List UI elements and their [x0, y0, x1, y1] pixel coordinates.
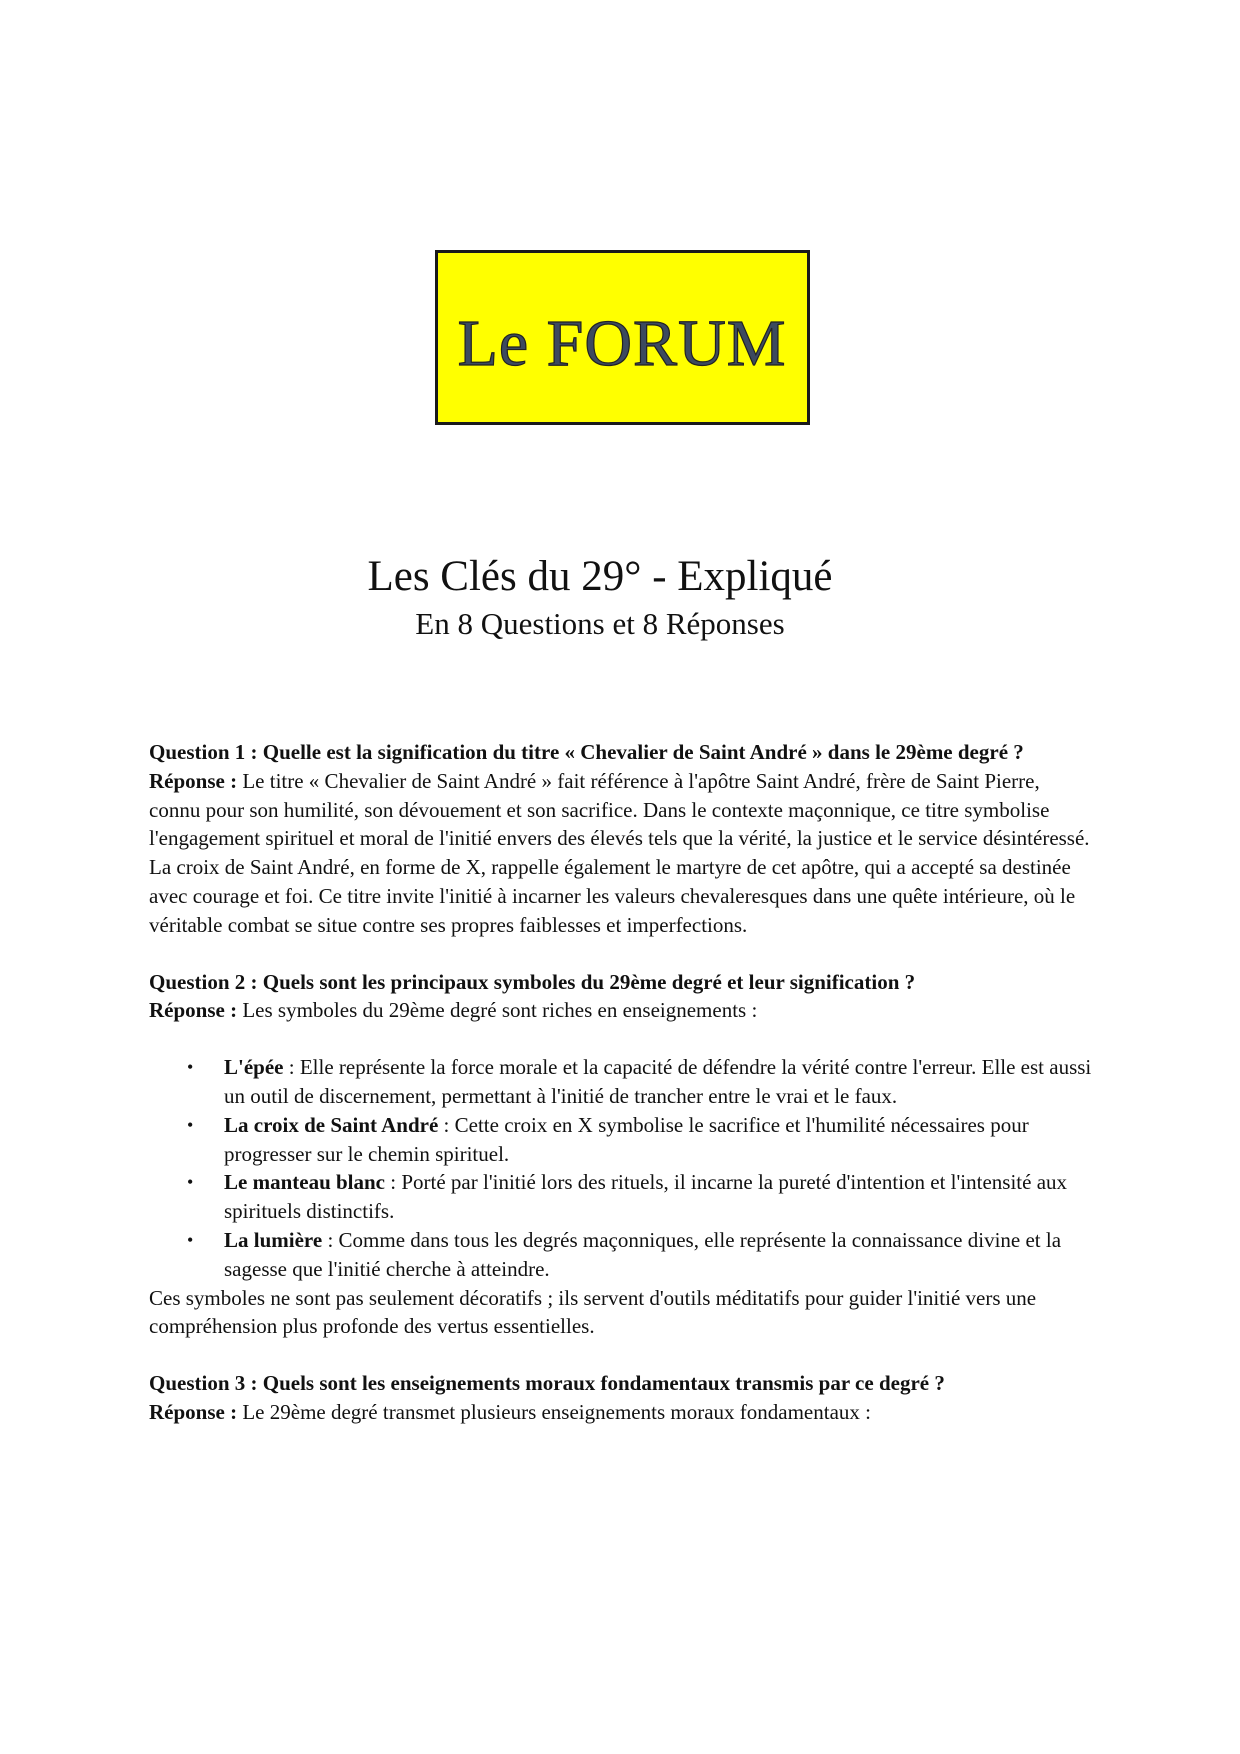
title-block: [0, 550, 1200, 644]
list-item-term: L'épée: [224, 1055, 284, 1080]
answer-3-text: Le 29ème degré transmet plusieurs enseignements moraux fondamentaux :: [237, 1399, 871, 1424]
bullet-icon: •: [187, 1172, 194, 1193]
list-item-text: : Elle représente la force morale et la capacité de défendre la vérité contre l'erreur. Elle est aussi un outil de discernement, permettant à l'initié de trancher entre le vrai et le faux.: [224, 1055, 1092, 1108]
list-item-text: : Porté par l'initié lors des rituels, il incarne la pureté d'intention et l'intensité aux spirituels distinctifs.: [224, 1170, 1068, 1224]
answer-2-closing: Ces symboles ne sont pas seulement décoratifs ; ils servent d'outils méditatifs pour guider l'initié vers une compréhension plus profonde des vertus essentielles.: [149, 1285, 1037, 1339]
page-subtitle: En 8 Questions et 8 Réponses: [415, 606, 785, 641]
logo: [435, 250, 810, 425]
answer-2: [149, 996, 1094, 1025]
section-question-2: [149, 968, 1094, 1342]
answer-2-label: Réponse :: [149, 998, 238, 1023]
answer-1: [149, 767, 1094, 940]
symbols-list: [149, 1053, 1094, 1283]
logo-graphic: [438, 253, 807, 422]
answer-3-label: Réponse :: [149, 1399, 238, 1424]
section-question-1: [149, 738, 1094, 940]
list-item-term: La lumière: [224, 1227, 323, 1252]
logo-text: Le FORUM: [457, 307, 787, 380]
list-item: [187, 1053, 1094, 1111]
bullet-icon: •: [187, 1229, 194, 1250]
answer-1-text: Le titre « Chevalier de Saint André » fait référence à l'apôtre Saint André, frère de Saint Pierre, connu pour son humilité, son dévouement et son sacrifice. Dans le contexte maçonnique, ce titre symbolise l'engagement spirituel et moral de l'initié envers des élevés tels que la vérité, la justice et le service désintéressé. La croix de Saint André, en forme de X, rappelle également le martyre de cet apôtre, qui a accepté sa destinée avec courage et foi. Ce titre invite l'initié à incarner les valeurs chevaleresques dans une quête intérieure, où le véritable combat se situe contre ses propres faiblesses et imperfections.: [149, 768, 1090, 937]
list-item-term: La croix de Saint André: [224, 1112, 439, 1137]
answer-2-text: Les symboles du 29ème degré sont riches en enseignements :: [237, 998, 758, 1023]
document-body: [149, 738, 1094, 1427]
section-question-3: [149, 1369, 1094, 1427]
question-3-heading: Question 3 : Quels sont les enseignements moraux fondamentaux transmis par ce degré ?: [149, 1371, 945, 1396]
answer-3: [149, 1398, 1094, 1427]
bullet-icon: •: [187, 1114, 194, 1135]
question-1-heading: Question 1 : Quelle est la signification du titre « Chevalier de Saint André » dans le 29ème degré ?: [149, 740, 1024, 764]
page-title: Les Clés du 29° - Expliqué: [367, 553, 833, 600]
list-item-term: Le manteau blanc: [224, 1170, 386, 1195]
bullet-icon: •: [187, 1057, 194, 1078]
list-item-text: : Cette croix en X symbolise le sacrifice et l'humilité nécessaires pour progresser sur le chemin spirituel.: [224, 1112, 1029, 1166]
list-item: [187, 1168, 1094, 1226]
answer-1-label: Réponse :: [149, 768, 238, 793]
question-2-heading: Question 2 : Quels sont les principaux symboles du 29ème degré et leur signification ?: [149, 969, 916, 994]
list-item: [187, 1226, 1094, 1284]
list-item-text: : Comme dans tous les degrés maçonniques, elle représente la connaissance divine et la sagesse que l'initié cherche à atteindre.: [224, 1227, 1062, 1281]
list-item: [187, 1111, 1094, 1169]
